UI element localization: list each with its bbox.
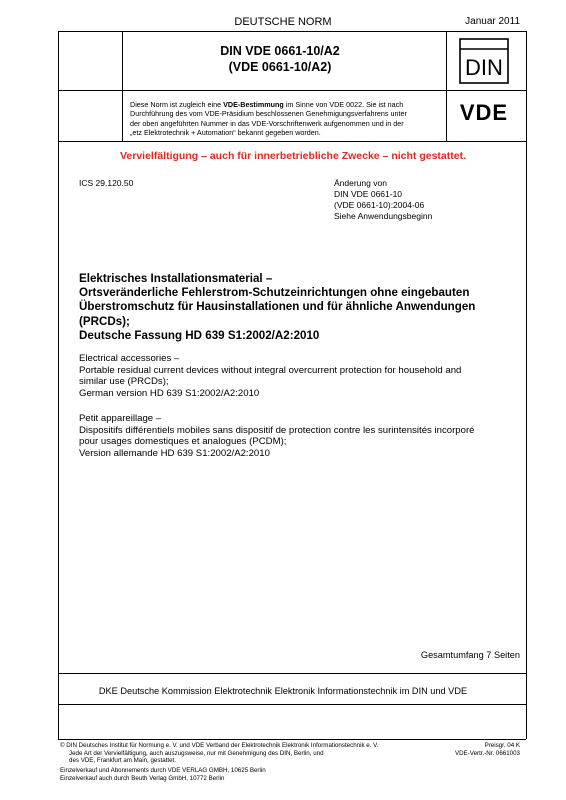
vde-notice (130, 100, 442, 137)
copyright-line: Jede Art der Vervielfältigung, auch auszugsweise, nur mit Genehmigung des DIN, Berlin, und (69, 749, 324, 757)
english-title (79, 353, 529, 399)
notice-line: „etz Elektrotechnik + Automation“ bekannt gegeben worden. (130, 127, 321, 137)
vde-order-number: VDE-Vertr.-Nr. 0661003 (455, 749, 520, 757)
french-title (79, 413, 529, 459)
price-info (455, 742, 520, 757)
german-title-line: (PRCDs); (79, 314, 130, 328)
english-title-line: Electrical accessories – (79, 353, 180, 364)
document-title (130, 43, 430, 75)
sales-info (60, 767, 460, 782)
reproduction-warning: Vervielfältigung – auch für innerbetriebliche Zwecke – nicht gestattet. (119, 150, 466, 162)
din-logo (459, 38, 509, 84)
notice-line: der oben angeführten Nummer in das VDE-Vorschriftenwerk aufgenommen und in der (130, 118, 404, 128)
vde-logo (455, 101, 513, 123)
french-title-line: Dispositifs différentiels mobiles sans dispositif de protection contre les surintensités incorporé (79, 424, 475, 436)
din-logo-text: DIN (465, 55, 503, 80)
copyright-line: des VDE, Frankfurt am Main, gestattet. (69, 757, 176, 765)
amendment-line: Siehe Anwendungsbeginn (334, 211, 433, 221)
notice-line: Diese Norm ist zugleich eine VDE-Bestimmung im Sinne von VDE 0022. Sie ist nach (130, 100, 404, 109)
ics-code: ICS 29.120.50 (79, 178, 134, 188)
dke-bottom-rule (58, 704, 526, 705)
english-title-line: Portable residual current devices without integral overcurrent protection for household and (79, 364, 462, 376)
price-group: Preisgr. 04 K (484, 742, 520, 749)
amendment-info (334, 178, 432, 222)
german-title (79, 272, 529, 343)
amendment-line: (VDE 0661-10):2004-06 (334, 200, 425, 210)
english-title-line: German version HD 639 S1:2002/A2:2010 (79, 387, 260, 399)
header-right-divider (446, 31, 447, 141)
frame-left-border (58, 31, 59, 739)
english-title-line: similar use (PRCDs); (79, 376, 169, 388)
total-pages: Gesamtumfang 7 Seiten (420, 650, 520, 660)
sales-line: Einzelverkauf und Abonnements durch VDE VERLAG GMBH, 10625 Berlin (60, 767, 266, 774)
header-left-divider (122, 31, 123, 141)
dke-line: DKE Deutsche Kommission Elektrotechnik Elektronik Informationstechnik im DIN und VDE (98, 686, 468, 696)
title-line-1: DIN VDE 0661-10/A2 (220, 44, 340, 58)
amendment-line: Änderung von (334, 178, 387, 188)
notice-line: Durchführung des vom VDE-Präsidium beschlossenen Genehmigungsverfahrens unter (130, 109, 407, 119)
title-divider (58, 90, 526, 91)
title-line-2: (VDE 0661-10/A2) (228, 60, 332, 74)
norm-type: DEUTSCHE NORM (234, 16, 332, 28)
french-title-line: Petit appareillage – (79, 413, 162, 424)
top-rule (58, 31, 526, 32)
german-title-line: Überstromschutz für Hausinstallationen und für ähnliche Anwendungen (79, 300, 476, 314)
german-title-line: Deutsche Fassung HD 639 S1:2002/A2:2010 (79, 328, 320, 342)
german-title-line: Elektrisches Installationsmaterial – (79, 272, 273, 285)
content-bottom-rule (58, 673, 526, 674)
sales-line: Einzelverkauf auch durch Beuth Verlag GmbH, 10772 Berlin (60, 774, 225, 782)
french-title-line: pour usages domestiques et analogues (PCDM); (79, 436, 287, 448)
german-title-line: Ortsveränderliche Fehlerstrom-Schutzeinrichtungen ohne eingebauten (79, 286, 470, 300)
publication-date: Januar 2011 (465, 16, 520, 27)
copyright-notice (60, 742, 440, 765)
footer-top-rule (58, 739, 526, 740)
vde-logo-text: VDE (459, 101, 509, 123)
amendment-line: DIN VDE 0661-10 (334, 189, 403, 199)
copyright-line: © DIN Deutsches Institut für Normung e. V. und VDE Verband der Elektrotechnik Elektronik Informationstechnik e. V. (60, 742, 379, 749)
notice-divider (58, 141, 526, 142)
french-title-line: Version allemande HD 639 S1:2002/A2:2010 (79, 447, 270, 459)
